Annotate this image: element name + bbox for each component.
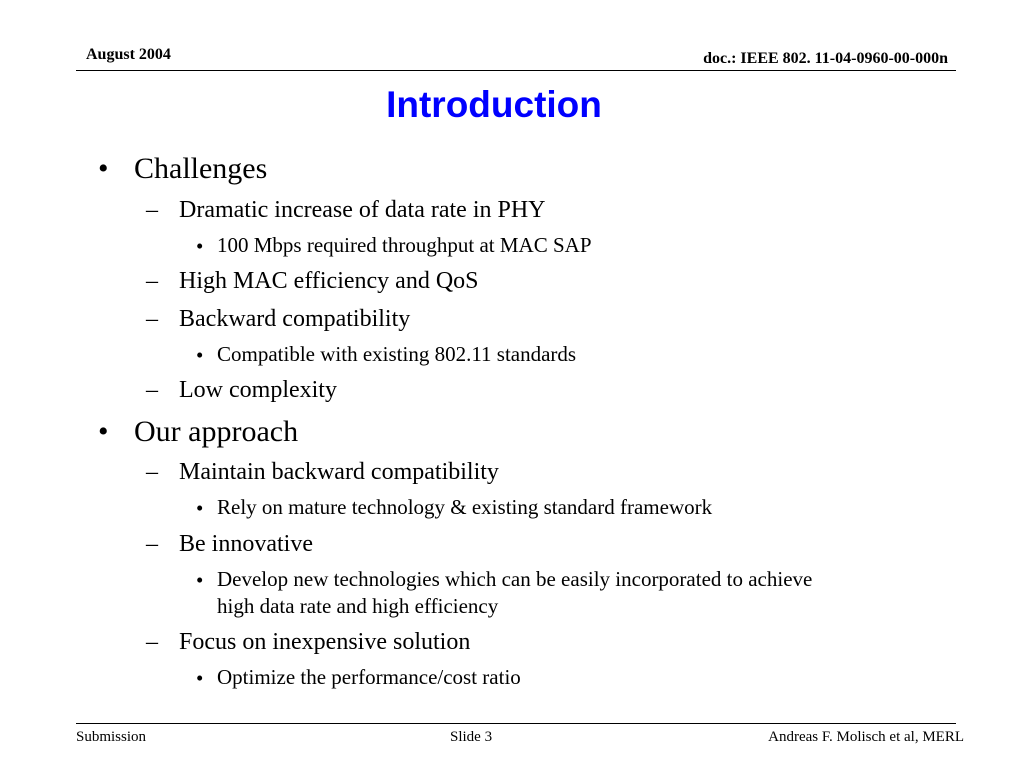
footer-author: Andreas F. Molisch et al, MERL [768, 729, 964, 745]
bullet-marker: • [196, 496, 204, 520]
bullet-marker: • [196, 343, 204, 367]
dash-marker: – [146, 268, 158, 294]
dash-marker: – [146, 197, 158, 223]
subbullet-backward-compatibility: Backward compatibility [179, 306, 411, 332]
subbullet-data-rate: Dramatic increase of data rate in PHY [179, 197, 546, 223]
subsubbullet-develop-technologies-line1: Develop new technologies which can be easily incorporated to achieve [217, 567, 813, 591]
subsubbullet-compatible-standards: Compatible with existing 802.11 standards [217, 342, 577, 366]
subbullet-maintain-compatibility: Maintain backward compatibility [179, 459, 499, 485]
slide-header-date: August 2004 [86, 46, 171, 63]
subsubbullet-throughput: 100 Mbps required throughput at MAC SAP [217, 233, 592, 257]
bullet-challenges: Challenges [134, 152, 268, 185]
dash-marker: – [146, 531, 158, 557]
subbullet-low-complexity: Low complexity [179, 377, 337, 403]
dash-marker: – [146, 306, 158, 332]
dash-marker: – [146, 629, 158, 655]
bullet-marker: • [98, 152, 109, 185]
footer-divider [76, 723, 956, 724]
dash-marker: – [146, 377, 158, 403]
subsubbullet-performance-cost: Optimize the performance/cost ratio [217, 665, 521, 689]
subsubbullet-develop-technologies-line2: high data rate and high efficiency [217, 594, 499, 618]
footer-slide-number: Slide 3 [450, 729, 493, 745]
bullet-marker: • [196, 234, 204, 258]
bullet-marker: • [196, 568, 204, 592]
footer-submission: Submission [76, 729, 147, 745]
slide-header-doc-id: doc.: IEEE 802. 11-04-0960-00-000n [703, 50, 948, 67]
bullet-our-approach: Our approach [134, 415, 299, 448]
subbullet-be-innovative: Be innovative [179, 531, 313, 557]
dash-marker: – [146, 459, 158, 485]
subbullet-mac-efficiency: High MAC efficiency and QoS [179, 268, 479, 294]
bullet-marker: • [196, 666, 204, 690]
header-divider [76, 70, 956, 71]
subbullet-inexpensive-solution: Focus on inexpensive solution [179, 629, 471, 655]
slide-title: Introduction [386, 84, 602, 125]
bullet-marker: • [98, 415, 109, 448]
subsubbullet-rely-mature-technology: Rely on mature technology & existing standard framework [217, 495, 713, 519]
